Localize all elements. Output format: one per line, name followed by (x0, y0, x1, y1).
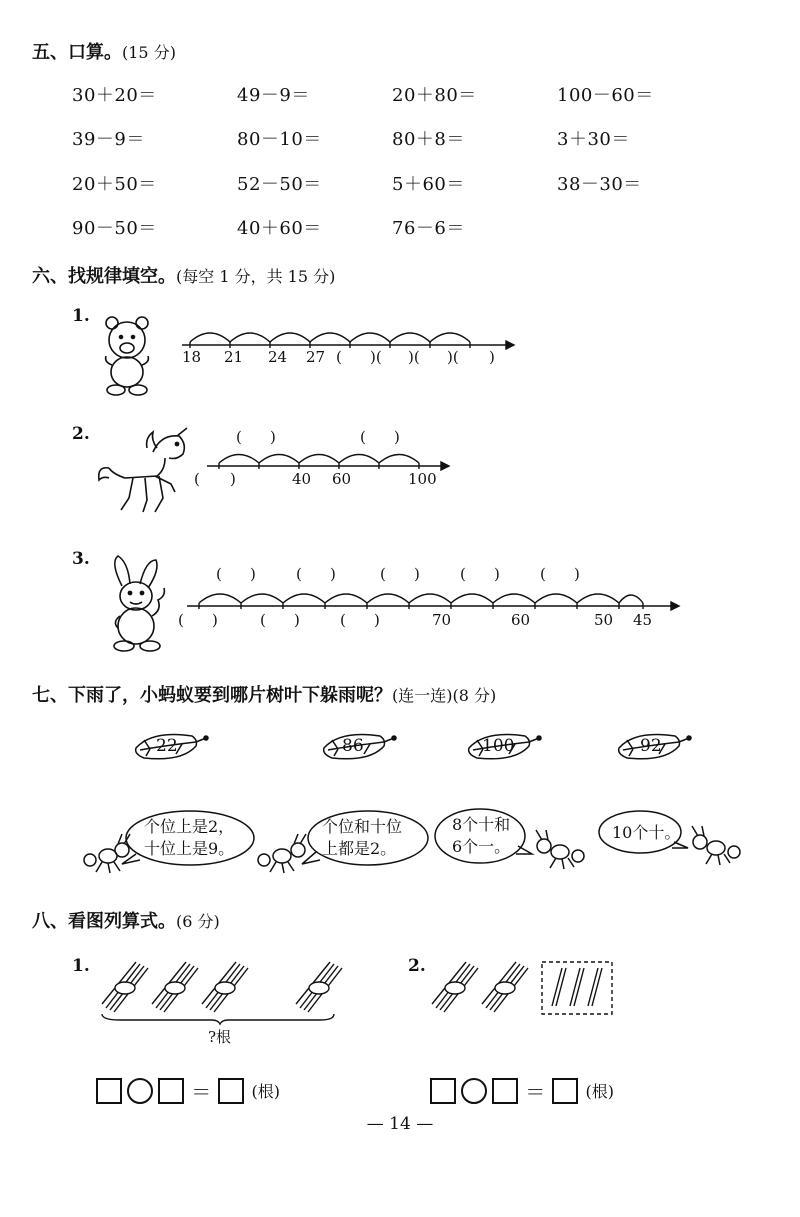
bubble-line: 10个十。 (612, 823, 681, 842)
answer-blank[interactable]: ( (360, 428, 366, 446)
answer-blank[interactable]: ( (260, 611, 266, 629)
answer-blank[interactable]: ( (540, 565, 546, 583)
calc-item: 80－10＝ (237, 129, 322, 150)
answer-blank[interactable]: ( (178, 611, 184, 629)
answer-blank[interactable]: ) (374, 611, 380, 629)
calc-item: 49－9＝ (237, 85, 310, 106)
section7-title: 七、下雨了，小蚂蚁要到哪片树叶下躲雨呢？ (32, 685, 392, 706)
bubble-text (452, 814, 510, 858)
answer-blank[interactable]: ) (494, 565, 500, 583)
number-label: 100 (408, 470, 437, 488)
answer-blank[interactable]: ( (194, 470, 200, 488)
calc-item: 80＋8＝ (392, 129, 465, 150)
question-number: 2. (72, 424, 90, 444)
leaf-number: 86 (342, 736, 364, 756)
calc-item: 100－60＝ (557, 85, 654, 106)
operator-circle[interactable] (127, 1078, 153, 1104)
question-number: 3. (72, 549, 90, 569)
question-number: 1. (72, 956, 90, 976)
answer-blank[interactable]: ) (414, 565, 420, 583)
stick-bundles-group-1 (100, 958, 340, 1024)
stick-bundles-group-2 (430, 958, 616, 1018)
answer-blank[interactable]: ) (230, 470, 236, 488)
bubble-text (144, 816, 234, 860)
calc-item: 20＋50＝ (72, 174, 157, 195)
calc-item: 90－50＝ (72, 218, 157, 239)
calc-item: 39－9＝ (72, 129, 145, 150)
leaf-number: 100 (482, 736, 515, 756)
answer-blank[interactable]: ) (330, 565, 336, 583)
answer-blank[interactable]: )( (370, 348, 382, 366)
bubble-line: 十位上是9。 (144, 839, 235, 858)
number-label: 60 (511, 611, 531, 629)
calc-item: 52－50＝ (237, 174, 322, 195)
answer-box[interactable] (218, 1078, 244, 1104)
answer-blank[interactable]: )( (408, 348, 420, 366)
question-number: 2. (408, 956, 426, 976)
calc-item: 38－30＝ (557, 174, 642, 195)
number-label: 70 (432, 611, 452, 629)
leaf-number: 92 (640, 736, 662, 756)
number-label: 18 (182, 348, 202, 366)
answer-blank[interactable]: ) (270, 428, 276, 446)
answer-blank[interactable]: ) (394, 428, 400, 446)
bubble-text (612, 822, 680, 844)
answer-blank[interactable]: ( (460, 565, 466, 583)
section8-title: 八、看图列算式。 (32, 911, 176, 932)
section7-note: (连一连)(8 分) (392, 686, 497, 705)
answer-blank[interactable]: ) (489, 348, 495, 366)
bubble-text (322, 816, 402, 860)
equals-sign: ＝ (525, 1080, 546, 1104)
answer-blank[interactable]: ( (380, 565, 386, 583)
equals-sign: ＝ (191, 1080, 212, 1104)
answer-box[interactable] (158, 1078, 184, 1104)
section5-note: (15 分) (122, 43, 176, 62)
unit-label: (根) (251, 1082, 280, 1101)
section5-heading (32, 38, 176, 64)
calc-item: 30＋20＝ (72, 85, 157, 106)
answer-blank[interactable]: ) (574, 565, 580, 583)
answer-box[interactable] (430, 1078, 456, 1104)
number-label: 50 (594, 611, 614, 629)
number-label: 24 (268, 348, 288, 366)
answer-blank[interactable]: ) (250, 565, 256, 583)
unit-label: (根) (585, 1082, 614, 1101)
number-label: 27 (306, 348, 326, 366)
calc-item: 40＋60＝ (237, 218, 322, 239)
equation-row-2 (430, 1076, 614, 1105)
calc-item: 20＋80＝ (392, 85, 477, 106)
operator-circle[interactable] (461, 1078, 487, 1104)
bubble-line: 上都是2。 (322, 839, 397, 858)
calc-item: 76－6＝ (392, 218, 465, 239)
rabbit-illustration (100, 556, 175, 652)
section8-note: (6 分) (176, 912, 220, 931)
answer-blank[interactable]: ) (212, 611, 218, 629)
answer-blank[interactable]: ( (336, 348, 342, 366)
equation-row-1 (96, 1076, 280, 1105)
answer-blank[interactable]: ( (236, 428, 242, 446)
answer-box[interactable] (552, 1078, 578, 1104)
leaf-number: 22 (156, 736, 178, 756)
answer-box[interactable] (96, 1078, 122, 1104)
calc-item: 5＋60＝ (392, 174, 465, 195)
number-label: 60 (332, 470, 352, 488)
answer-blank[interactable]: ) (294, 611, 300, 629)
brace-label: ?根 (208, 1028, 232, 1046)
bubble-line: 个位和十位 (322, 817, 403, 836)
answer-blank[interactable]: )( (447, 348, 459, 366)
number-label: 40 (292, 470, 312, 488)
bear-illustration (100, 310, 160, 400)
answer-blank[interactable]: ( (216, 565, 222, 583)
answer-box[interactable] (492, 1078, 518, 1104)
bubble-line: 个位上是2， (144, 817, 235, 836)
section6-note: (每空 1 分，共 15 分) (176, 267, 336, 286)
answer-blank[interactable]: ( (296, 565, 302, 583)
calc-item: 3＋30＝ (557, 129, 630, 150)
page-number: — 14 — (366, 1114, 434, 1134)
bubble-line: 8个十和 (452, 815, 511, 834)
answer-blank[interactable]: ( (340, 611, 346, 629)
section5-title: 五、口算。 (32, 42, 122, 63)
question-number: 1. (72, 306, 90, 326)
bubble-line: 6个一。 (452, 837, 511, 856)
number-label: 21 (224, 348, 244, 366)
section6-heading (32, 262, 335, 288)
section7-heading (32, 681, 496, 707)
section8-heading (32, 907, 220, 933)
horse-illustration (95, 426, 195, 518)
section6-title: 六、找规律填空。 (32, 266, 176, 287)
number-label: 45 (633, 611, 653, 629)
